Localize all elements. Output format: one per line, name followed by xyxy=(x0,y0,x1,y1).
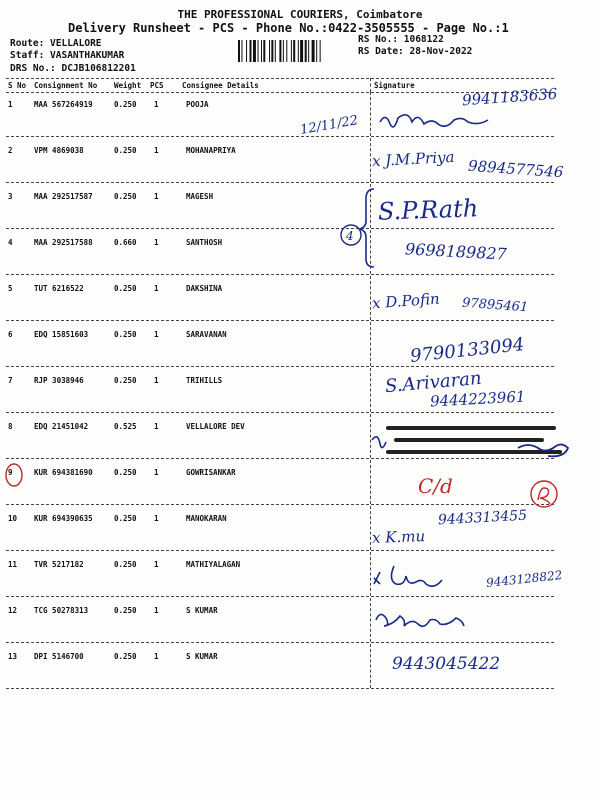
barcode-bar xyxy=(312,40,315,62)
row-consignment-no: EDQ 21451042 xyxy=(34,422,89,431)
hw-r2-phone: 9894577546 xyxy=(467,156,564,182)
barcode-bar xyxy=(300,40,303,62)
row-consignee: SANTHOSH xyxy=(186,238,223,247)
barcode-bar xyxy=(305,40,307,62)
signature-col-divider xyxy=(370,322,371,366)
row-pcs: 1 xyxy=(154,468,159,477)
signature-col-divider xyxy=(370,552,371,596)
row-consignment-no: TVR 5217182 xyxy=(34,560,84,569)
row-sno: 7 xyxy=(8,376,13,385)
row-divider xyxy=(6,688,554,689)
drs-number: DRS No.: DCJB106812201 xyxy=(10,63,136,74)
row-weight: 0.250 xyxy=(114,606,137,615)
signature-col-divider xyxy=(370,92,371,136)
hw-r10-phone: 9443313455 xyxy=(437,507,528,529)
col-pcs: PCS xyxy=(150,81,164,90)
hw-r1-signature xyxy=(378,108,518,136)
row-pcs: 1 xyxy=(154,192,159,201)
barcode-bar xyxy=(258,40,259,62)
signature-col-divider xyxy=(370,598,371,642)
row-weight: 0.250 xyxy=(114,192,137,201)
row-divider xyxy=(6,596,554,597)
row-divider xyxy=(6,642,554,643)
hw-r10-signature: x K.mu xyxy=(371,527,426,547)
col-signature: Signature xyxy=(374,81,415,90)
row-sno: 13 xyxy=(8,652,18,661)
hw-r7-phone: 9444223961 xyxy=(429,387,526,411)
hw-r3-signature: S.P.Rath xyxy=(377,194,479,226)
company-stamp xyxy=(368,418,588,472)
col-weight: Weight xyxy=(114,81,142,90)
row-consignee: SARAVANAN xyxy=(186,330,227,339)
row-pcs: 1 xyxy=(154,376,159,385)
col-consignment: Consignment No xyxy=(34,81,98,90)
row-consignee: VELLALORE DEV xyxy=(186,422,245,431)
col-consignee: Consignee Details xyxy=(182,81,259,90)
row-consignment-no: MAA 292517588 xyxy=(34,238,93,247)
company-title: THE PROFESSIONAL COURIERS, Coimbatore xyxy=(177,8,423,21)
row-consignment-no: KUR 694390635 xyxy=(34,514,93,523)
row-consignee: MANOKARAN xyxy=(186,514,227,523)
hw-r6-phone: 9790133094 xyxy=(409,334,526,367)
col-sno: S No xyxy=(8,81,27,90)
row-sno: 3 xyxy=(8,192,13,201)
signature-col-divider xyxy=(370,138,371,182)
row-weight: 0.250 xyxy=(114,330,137,339)
barcode-bar xyxy=(238,40,240,62)
row-consignment-no: VPM 4869038 xyxy=(34,146,84,155)
row-consignee: GOWRISANKAR xyxy=(186,468,236,477)
row-consignee: S KUMAR xyxy=(186,652,218,661)
red-circle-r9 xyxy=(4,462,24,488)
row-divider xyxy=(6,274,554,275)
row-divider xyxy=(6,228,554,229)
row-pcs: 1 xyxy=(154,606,159,615)
row-consignee: TRIHILLS xyxy=(186,376,223,385)
barcode-bar xyxy=(271,40,273,62)
hw-r1-phone: 9941183636 xyxy=(461,84,558,110)
row-pcs: 1 xyxy=(154,238,159,247)
row-weight: 0.250 xyxy=(114,284,137,293)
row-pcs: 1 xyxy=(154,330,159,339)
hw-r4-phone: 9698189827 xyxy=(404,239,508,264)
row-weight: 0.250 xyxy=(114,560,137,569)
signature-col-divider xyxy=(370,78,371,92)
row-pcs: 1 xyxy=(154,422,159,431)
row-divider xyxy=(6,320,554,321)
row-sno: 12 xyxy=(8,606,18,615)
rs-number: RS No.: 1068122 xyxy=(358,34,444,45)
row-consignment-no: RJP 3038946 xyxy=(34,376,84,385)
hw-r12-signature xyxy=(372,606,502,632)
row-weight: 0.250 xyxy=(114,100,137,109)
barcode-bar xyxy=(241,40,242,62)
row-pcs: 1 xyxy=(154,560,159,569)
row-consignee: DAKSHINA xyxy=(186,284,223,293)
svg-text:4: 4 xyxy=(346,229,354,243)
row-weight: 0.250 xyxy=(114,468,137,477)
hw-r2-signature: x J.M.Priya xyxy=(371,147,455,171)
barcode-bar xyxy=(320,40,321,62)
barcode-bar xyxy=(283,40,284,62)
row-consignment-no: MAA 292517587 xyxy=(34,192,93,201)
row-sno: 6 xyxy=(8,330,13,339)
barcode-bar xyxy=(291,40,292,62)
barcode xyxy=(238,40,354,62)
row-divider xyxy=(6,504,554,505)
row-sno: 11 xyxy=(8,560,18,569)
barcode-bar xyxy=(253,40,256,62)
barcode-bar xyxy=(275,40,276,62)
row-consignee: MAGESH xyxy=(186,192,214,201)
runsheet-title: Delivery Runsheet - PCS - Phone No.:0422-3505555 - Page No.:1 xyxy=(68,21,509,35)
row-consignee: MATHIYALAGAN xyxy=(186,560,241,569)
hw-r1-date: 12/11/22 xyxy=(299,113,360,138)
row-pcs: 1 xyxy=(154,146,159,155)
barcode-bar xyxy=(298,40,299,62)
row-weight: 0.660 xyxy=(114,238,137,247)
barcode-bar xyxy=(250,40,252,62)
row-sno: 1 xyxy=(8,100,13,109)
barcode-bar xyxy=(261,40,262,62)
row-divider xyxy=(6,550,554,551)
barcode-bar xyxy=(279,40,281,62)
row-divider xyxy=(6,412,554,413)
row-weight: 0.250 xyxy=(114,514,137,523)
row-consignment-no: TUT 6216522 xyxy=(34,284,84,293)
hw-r7-signature: S.Arivaran xyxy=(384,367,483,398)
barcode-bar xyxy=(246,40,247,62)
signature-col-divider xyxy=(370,368,371,412)
signature-col-divider xyxy=(370,644,371,688)
row-weight: 0.250 xyxy=(114,652,137,661)
hw-r13-phone: 9443045422 xyxy=(392,654,501,674)
row-sno: 5 xyxy=(8,284,13,293)
hw-r11-phone: 9443128822 xyxy=(485,568,563,590)
row-consignment-no: EDQ 15851603 xyxy=(34,330,89,339)
row-pcs: 1 xyxy=(154,100,159,109)
rs-date: RS Date: 28-Nov-2022 xyxy=(358,46,473,57)
barcode-bar xyxy=(286,40,287,62)
row-consignee: S KUMAR xyxy=(186,606,218,615)
row-sno: 9 xyxy=(8,468,13,477)
red-circle-r9-right xyxy=(528,478,560,510)
table-top-rule xyxy=(6,78,554,79)
row-weight: 0.250 xyxy=(114,376,137,385)
barcode-bar xyxy=(263,40,265,62)
row-consignment-no: KUR 694381690 xyxy=(34,468,93,477)
hw-r5-phone: 97895461 xyxy=(461,295,529,316)
hw-r5-signature: x D.Pofin xyxy=(371,289,441,313)
hw-r11-signature xyxy=(372,562,462,592)
row-consignment-no: MAA 567264919 xyxy=(34,100,93,109)
barcode-bar xyxy=(316,40,317,62)
row-consignment-no: TCG 50278313 xyxy=(34,606,89,615)
row-pcs: 1 xyxy=(154,284,159,293)
hw-r9-mark: C/d xyxy=(418,474,453,498)
row-weight: 0.250 xyxy=(114,146,137,155)
barcode-bar xyxy=(308,40,309,62)
row-divider xyxy=(6,366,554,367)
row-consignee: POOJA xyxy=(186,100,209,109)
row-weight: 0.525 xyxy=(114,422,137,431)
row-pcs: 1 xyxy=(154,514,159,523)
row-sno: 2 xyxy=(8,146,13,155)
staff-label: Staff: VASANTHAKUMAR xyxy=(10,50,125,61)
row-divider xyxy=(6,136,554,137)
row-sno: 4 xyxy=(8,238,13,247)
row-sno: 10 xyxy=(8,514,18,523)
row-divider xyxy=(6,182,554,183)
route-label: Route: VELLALORE xyxy=(10,38,102,49)
barcode-bar xyxy=(269,40,270,62)
row-consignee: MOHANAPRIYA xyxy=(186,146,236,155)
row-sno: 8 xyxy=(8,422,13,431)
barcode-bar xyxy=(293,40,295,62)
row-consignment-no: DPI 5146700 xyxy=(34,652,84,661)
row-pcs: 1 xyxy=(154,652,159,661)
